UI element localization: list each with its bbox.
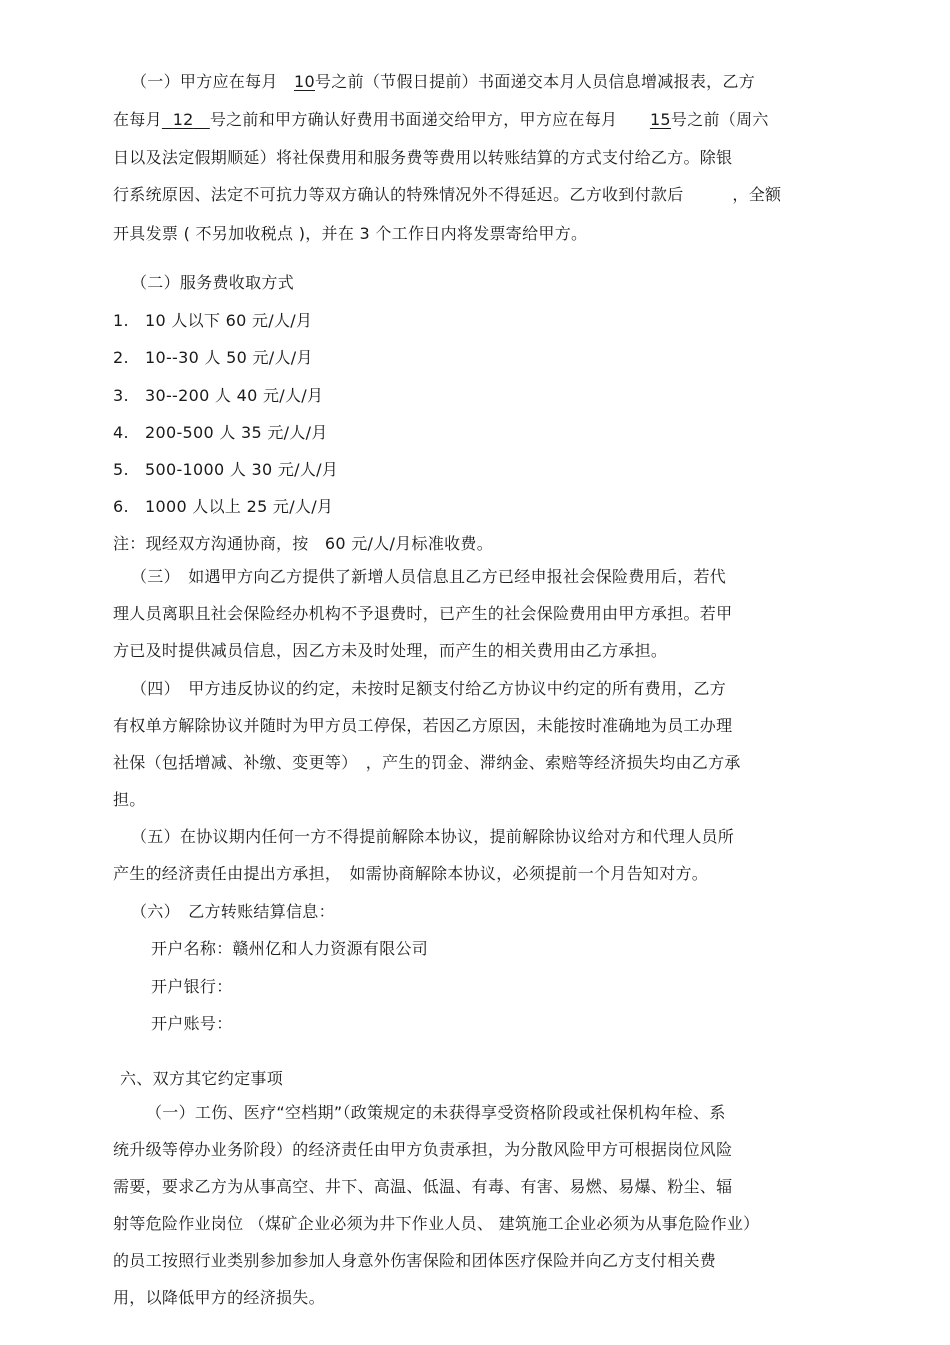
item-text: 1000 人以上 25 元/人/月 — [145, 497, 334, 516]
s4-line-1: （四） 甲方违反协议的约定，未按时足额支付给乙方协议中约定的所有费用，乙方 — [131, 679, 727, 698]
s1-line-3: 日以及法定假期顺延）将社保费用和服务费等费用以转账结算的方式支付给乙方。除银 — [113, 148, 733, 167]
s1-text: ，全额 — [732, 185, 782, 204]
s1-text: 号之前（节假日提前）书面递交本月人员信息增减报表，乙方 — [314, 72, 756, 91]
s1-text: 行系统原因、法定不可抗力等双方确认的特殊情况外不得延迟。乙方收到付款后 — [113, 185, 684, 204]
confirm-day: 12 — [172, 110, 194, 129]
s4-line-3: 社保（包括增减、补缴、变更等） ，产生的罚金、滞纳金、索赔等经济损失均由乙方承 — [113, 753, 741, 772]
s1-line-2 — [113, 109, 769, 131]
a6-line-4: 射等危险作业岗位 （煤矿企业必须为井下作业人员、 建筑施工企业必须为从事危险作业） — [113, 1214, 760, 1233]
item-number: 2. — [113, 348, 129, 367]
s5-line-2: 产生的经济责任由提出方承担， 如需协商解除本协议，必须提前一个月告知对方。 — [113, 864, 709, 883]
bank-name: 开户银行： — [151, 977, 233, 996]
s2-heading: （二）服务费收取方式 — [131, 273, 295, 292]
account-number: 开户账号： — [151, 1014, 233, 1033]
a6-line-6: 用，以降低甲方的经济损失。 — [113, 1288, 325, 1307]
item-number: 6. — [113, 497, 129, 516]
fee-item — [113, 459, 338, 481]
s4-line-2: 有权单方解除协议并随时为甲方员工停保，若因乙方原因，未能按时准确地为员工办理 — [113, 716, 733, 735]
fee-item — [113, 496, 333, 518]
item-text: 10 人以下 60 元/人/月 — [145, 311, 313, 330]
fee-item — [113, 422, 328, 444]
a6-line-5: 的员工按照行业类别参加参加人身意外伤害保险和团体医疗保险并向乙方支付相关费 — [113, 1251, 717, 1270]
s3-line-1: （三） 如遇甲方向乙方提供了新增人员信息且乙方已经申报社会保险费用后，若代 — [131, 567, 727, 586]
a6-line-2: 统升级等停办业务阶段）的经济责任由甲方负责承担，为分散风险甲方可根据岗位风险 — [113, 1140, 733, 1159]
item-number: 4. — [113, 423, 129, 442]
fee-note: 注：现经双方沟通协商，按 60 元/人/月标准收费。 — [113, 534, 494, 553]
s6-heading: （六） 乙方转账结算信息： — [131, 902, 335, 921]
s1-line-1 — [131, 71, 755, 93]
article-6-heading: 六、双方其它约定事项 — [120, 1069, 284, 1088]
s1-text: （一）甲方应在每月 — [131, 72, 278, 91]
item-text: 30--200 人 40 元/人/月 — [145, 386, 324, 405]
item-text: 10--30 人 50 元/人/月 — [145, 348, 313, 367]
fee-item — [113, 310, 312, 332]
item-number: 5. — [113, 460, 129, 479]
s1-line-4 — [113, 184, 781, 206]
s1-line-5: 开具发票 ( 不另加收税点 )，并在 3 个工作日内将发票寄给甲方。 — [113, 224, 588, 243]
s1-text: 号之前（周六 — [670, 110, 769, 129]
s1-text: 号之前和甲方确认好费用书面递交给甲方，甲方应在每月 — [209, 110, 618, 129]
item-number: 3. — [113, 386, 129, 405]
payment-day: 15 — [649, 110, 671, 129]
s5-line-1: （五）在协议期内任何一方不得提前解除本协议，提前解除协议给对方和代理人员所 — [131, 827, 735, 846]
item-number: 1. — [113, 311, 129, 330]
fee-item — [113, 347, 313, 369]
report-day: 10 — [294, 72, 315, 91]
s3-line-3: 方已及时提供减员信息，因乙方未及时处理，而产生的相关费用由乙方承担。 — [113, 641, 668, 660]
s1-text: 在每月 — [113, 110, 162, 129]
item-text: 200-500 人 35 元/人/月 — [145, 423, 328, 442]
s3-line-2: 理人员离职且社会保险经办机构不予退费时，已产生的社会保险费用由甲方承担。若甲 — [113, 604, 733, 623]
item-text: 500-1000 人 30 元/人/月 — [145, 460, 339, 479]
s4-line-4: 担。 — [113, 790, 146, 809]
fee-item — [113, 385, 323, 407]
a6-line-1: （一）工伤、医疗“空档期”（政策规定的未获得享受资格阶段或社保机构年检、系 — [146, 1103, 726, 1122]
a6-line-3: 需要，要求乙方为从事高空、井下、高温、低温、有毒、有害、易燃、易爆、粉尘、辐 — [113, 1177, 733, 1196]
account-name: 开户名称：赣州亿和人力资源有限公司 — [151, 939, 429, 958]
